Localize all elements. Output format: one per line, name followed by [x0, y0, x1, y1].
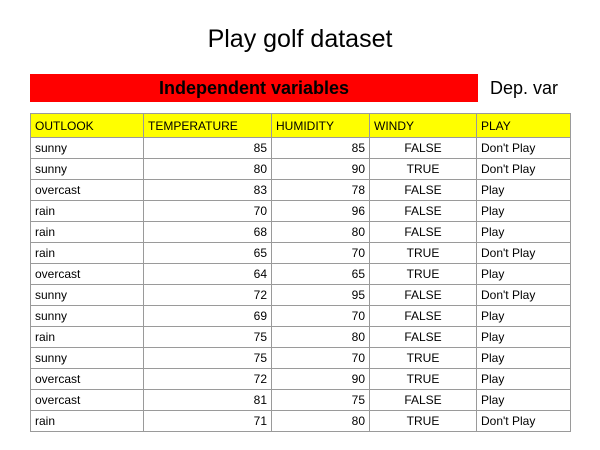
temperature-cell: 71	[144, 411, 272, 432]
humidity-cell: 65	[272, 264, 370, 285]
outlook-cell: sunny	[31, 348, 144, 369]
independent-variables-banner: Independent variables	[30, 74, 478, 102]
column-header-windy: WINDY	[370, 114, 477, 138]
outlook-cell: sunny	[31, 306, 144, 327]
humidity-cell: 70	[272, 243, 370, 264]
temperature-cell: 70	[144, 201, 272, 222]
column-header-play: PLAY	[477, 114, 571, 138]
temperature-cell: 75	[144, 327, 272, 348]
play-cell: Play	[477, 348, 571, 369]
table-row	[31, 411, 571, 432]
windy-cell: FALSE	[370, 306, 477, 327]
dependent-variable-label: Dep. var	[489, 78, 559, 98]
table-row	[31, 180, 571, 201]
play-cell: Don't Play	[477, 159, 571, 180]
play-cell: Don't Play	[477, 138, 571, 159]
outlook-cell: overcast	[31, 180, 144, 201]
play-cell: Play	[477, 222, 571, 243]
play-cell: Don't Play	[477, 243, 571, 264]
temperature-cell: 80	[144, 159, 272, 180]
humidity-cell: 80	[272, 327, 370, 348]
outlook-cell: overcast	[31, 390, 144, 411]
windy-cell: FALSE	[370, 390, 477, 411]
humidity-cell: 70	[272, 348, 370, 369]
play-cell: Play	[477, 390, 571, 411]
temperature-cell: 68	[144, 222, 272, 243]
windy-cell: TRUE	[370, 264, 477, 285]
play-cell: Play	[477, 180, 571, 201]
table-body	[31, 138, 571, 432]
temperature-cell: 81	[144, 390, 272, 411]
play-cell: Play	[477, 201, 571, 222]
play-cell: Don't Play	[477, 285, 571, 306]
windy-cell: TRUE	[370, 411, 477, 432]
windy-cell: FALSE	[370, 222, 477, 243]
outlook-cell: sunny	[31, 138, 144, 159]
humidity-cell: 75	[272, 390, 370, 411]
temperature-cell: 83	[144, 180, 272, 201]
humidity-cell: 70	[272, 306, 370, 327]
humidity-cell: 78	[272, 180, 370, 201]
play-cell: Play	[477, 306, 571, 327]
windy-cell: TRUE	[370, 348, 477, 369]
table-header-row	[31, 114, 571, 138]
humidity-cell: 90	[272, 369, 370, 390]
temperature-cell: 75	[144, 348, 272, 369]
temperature-cell: 72	[144, 285, 272, 306]
temperature-cell: 72	[144, 369, 272, 390]
humidity-cell: 80	[272, 222, 370, 243]
temperature-cell: 64	[144, 264, 272, 285]
play-cell: Don't Play	[477, 411, 571, 432]
golf-data-table	[30, 113, 571, 432]
windy-cell: FALSE	[370, 327, 477, 348]
humidity-cell: 85	[272, 138, 370, 159]
table-row	[31, 327, 571, 348]
temperature-cell: 85	[144, 138, 272, 159]
outlook-cell: rain	[31, 327, 144, 348]
table-row	[31, 201, 571, 222]
outlook-cell: overcast	[31, 369, 144, 390]
column-header-outlook: OUTLOOK	[31, 114, 144, 138]
table-row	[31, 243, 571, 264]
temperature-cell: 69	[144, 306, 272, 327]
play-cell: Play	[477, 369, 571, 390]
table-row	[31, 285, 571, 306]
windy-cell: TRUE	[370, 159, 477, 180]
table-row	[31, 222, 571, 243]
play-cell: Play	[477, 264, 571, 285]
humidity-cell: 80	[272, 411, 370, 432]
windy-cell: TRUE	[370, 243, 477, 264]
outlook-cell: rain	[31, 201, 144, 222]
outlook-cell: sunny	[31, 285, 144, 306]
table-row	[31, 264, 571, 285]
windy-cell: FALSE	[370, 180, 477, 201]
column-header-humidity: HUMIDITY	[272, 114, 370, 138]
humidity-cell: 96	[272, 201, 370, 222]
table-row	[31, 369, 571, 390]
humidity-cell: 95	[272, 285, 370, 306]
table-row	[31, 306, 571, 327]
windy-cell: FALSE	[370, 201, 477, 222]
table-row	[31, 348, 571, 369]
table-row	[31, 159, 571, 180]
humidity-cell: 90	[272, 159, 370, 180]
outlook-cell: rain	[31, 243, 144, 264]
column-header-temperature: TEMPERATURE	[144, 114, 272, 138]
outlook-cell: rain	[31, 411, 144, 432]
page-title: Play golf dataset	[207, 25, 393, 53]
outlook-cell: overcast	[31, 264, 144, 285]
windy-cell: TRUE	[370, 369, 477, 390]
table-row	[31, 390, 571, 411]
windy-cell: FALSE	[370, 138, 477, 159]
temperature-cell: 65	[144, 243, 272, 264]
play-cell: Play	[477, 327, 571, 348]
windy-cell: FALSE	[370, 285, 477, 306]
outlook-cell: sunny	[31, 159, 144, 180]
table-row	[31, 138, 571, 159]
outlook-cell: rain	[31, 222, 144, 243]
